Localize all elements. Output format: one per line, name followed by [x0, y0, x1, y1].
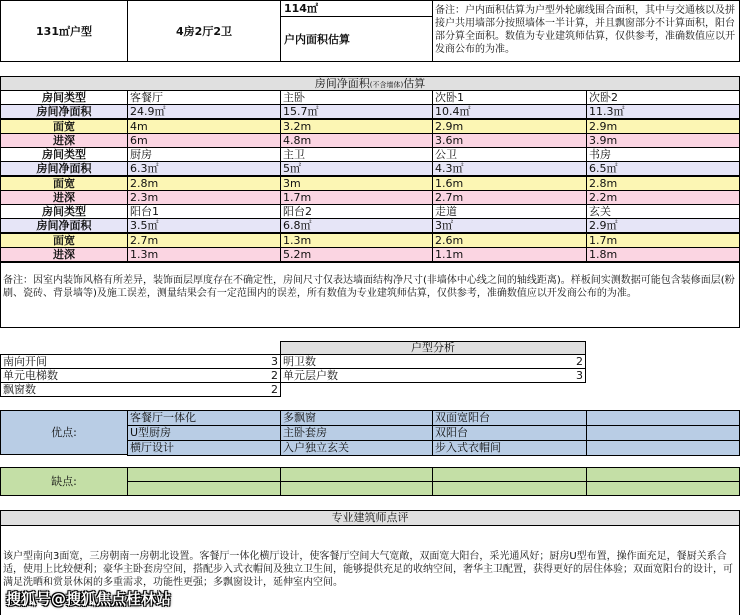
room-value: 阳台2 [283, 205, 312, 218]
analysis-title: 户型分析 [411, 341, 455, 354]
room-value: 3.6m [435, 133, 464, 147]
room-value: 厨房 [130, 148, 152, 161]
pros-cell [586, 410, 740, 426]
layout-area: 131㎡户型 [36, 25, 92, 38]
area-note: 备注：户内面积估算为户型外轮廓线围合面积，其中与交通核以及拼接户共用墙部分按照墙体一半计算，并且飘窗部分不计算面积，阳台部分算全面积。数值为专业建筑师估算，仅供参考，准确数值应以开发商公布的为准。 [435, 5, 735, 55]
analysis-label: 单元电梯数 [3, 369, 58, 382]
room-value: 1.1m [435, 247, 464, 261]
room-value: 2.9m [435, 119, 464, 133]
pros-label: 优点: [51, 426, 77, 439]
room-value-cell [432, 218, 587, 233]
room-value: 2.9㎡ [589, 219, 618, 233]
room-row-label: 进深 [53, 133, 75, 147]
room-row-label: 面宽 [53, 119, 75, 133]
pros-item: 主卧套房 [283, 426, 327, 439]
room-value: 2.8m [589, 176, 618, 190]
analysis-value: 2 [576, 355, 583, 368]
room-value: 15.7㎡ [283, 105, 319, 119]
room-value: 3.9m [589, 133, 618, 147]
cons-cell [586, 467, 740, 482]
cons-cell [127, 481, 281, 496]
room-row-label: 房间类型 [42, 205, 86, 218]
room-value: 4m [130, 119, 148, 133]
room-value: 2.7m [130, 233, 159, 247]
room-value: 4.8m [283, 133, 312, 147]
area-value: 114㎡ [284, 2, 318, 15]
room-value: 3.5㎡ [130, 219, 159, 233]
pros-item: 步入式衣帽间 [435, 441, 501, 454]
analysis-label: 明卫数 [283, 355, 316, 368]
room-value: 2.2m [589, 190, 618, 204]
analysis-label: 飘窗数 [3, 383, 36, 396]
room-value: 2.7m [435, 190, 464, 204]
room-value: 阳台1 [130, 205, 159, 218]
room-value: 次卧2 [589, 91, 618, 104]
rooms-title-small: (不含墙体) [369, 81, 404, 89]
pros-item: U型厨房 [130, 426, 172, 439]
cons-cell [432, 467, 587, 482]
room-value-cell [127, 119, 281, 134]
room-value: 玄关 [589, 205, 611, 218]
cons-cell [127, 467, 281, 482]
pros-cell [586, 425, 740, 441]
cons-cell [432, 481, 587, 496]
room-row-label: 房间类型 [42, 91, 86, 104]
room-value-cell [280, 176, 433, 191]
room-value: 24.9㎡ [130, 105, 166, 119]
room-value: 1.6m [435, 176, 464, 190]
cons-cell [280, 481, 433, 496]
cons-cell [280, 467, 433, 482]
room-value: 次卧1 [435, 91, 464, 104]
room-value-cell [280, 161, 433, 176]
room-row-label: 房间净面积 [36, 219, 92, 233]
watermark: 搜狐号@搜狐焦点桂林站 [6, 590, 172, 608]
room-value: 2.3m [130, 190, 159, 204]
room-value: 5.2m [283, 247, 312, 261]
room-value: 4.3㎡ [435, 162, 464, 176]
pros-item: 客餐厅一体化 [130, 411, 196, 424]
room-value: 2.9m [589, 119, 618, 133]
layout-type: 4房2厅2卫 [176, 25, 232, 38]
pros-cell [586, 440, 740, 456]
room-value: 2.8m [130, 176, 159, 190]
rooms-title-main: 房间净面积 [314, 77, 370, 90]
room-value-cell [127, 133, 281, 148]
room-value: 客餐厅 [130, 91, 163, 104]
room-value: 6m [130, 133, 148, 147]
analysis-value: 3 [271, 355, 278, 368]
room-value: 3m [283, 176, 301, 190]
room-value: 2.6m [435, 233, 464, 247]
room-value: 1.7m [283, 190, 312, 204]
room-value: 主卫 [283, 148, 305, 161]
pros-item: 入户独立玄关 [283, 441, 349, 454]
rooms-note: 备注：因室内装饰风格有所差异，装饰面层厚度存在不确定性，房间尺寸仅表达墙面结构净尺寸(非墙体中心线之间的轴线距离)。样板间实测数据可能包含装修面层(粉刷、瓷砖、背景墙等)及施工误差，测量结果会有一定范围内的误差，所有数值为专业建筑师估算，仅供参考，准确数值应以开发商公布的为准。 [3, 275, 735, 299]
room-value: 1.3m [130, 247, 159, 261]
review-text: 该户型南向3面宽，三房朝南一房朝北设置。客餐厅一体化横厅设计，使客餐厅空间大气宽敞，双面宽大阳台，采光通风好；厨房U型布置，操作面充足，餐厨关系合适，使用上比较便利；豪华主卧套房空间，搭配步入式衣帽间及独立卫生间，能够提供充足的收纳空间，奢华主卫配置，获得更好的居住体验；双面宽阳台的设计，可满足洗晒和赏景休闲的多重需求，功能性更强；多飘窗设计，延伸室内空间。 [3, 551, 733, 588]
rooms-title-suffix: 估算 [403, 77, 426, 90]
room-value: 书房 [589, 148, 611, 161]
room-value: 6.8㎡ [283, 219, 312, 233]
room-row-label: 房间净面积 [36, 162, 92, 176]
room-value: 1.7m [589, 233, 618, 247]
room-row-label: 面宽 [53, 233, 75, 247]
room-value: 3.2m [283, 119, 312, 133]
room-row-label: 进深 [53, 247, 75, 261]
review-title: 专业建筑师点评 [331, 511, 409, 524]
pros-item: 多飘窗 [283, 411, 316, 424]
room-value: 1.8m [589, 247, 618, 261]
room-value: 1.3m [283, 233, 312, 247]
pros-item: 双面宽阳台 [435, 411, 490, 424]
pros-item: 双阳台 [435, 426, 468, 439]
room-row-label: 房间类型 [42, 148, 86, 161]
analysis-value: 2 [271, 369, 278, 382]
room-row-label: 面宽 [53, 176, 75, 190]
room-value: 6.5㎡ [589, 162, 618, 176]
room-value: 主卧 [283, 91, 305, 104]
room-value: 3㎡ [435, 219, 453, 233]
room-row-label: 进深 [53, 190, 75, 204]
cons-cell [586, 481, 740, 496]
area-label: 户内面积估算 [284, 33, 350, 46]
room-value: 10.4㎡ [435, 105, 471, 119]
pros-item: 横厅设计 [130, 441, 174, 454]
room-row-label: 房间净面积 [36, 105, 92, 119]
analysis-value: 2 [271, 383, 278, 396]
analysis-label: 南向开间 [3, 355, 47, 368]
room-value: 5㎡ [283, 162, 301, 176]
analysis-label: 单元层户数 [283, 369, 338, 382]
analysis-value: 3 [576, 369, 583, 382]
cons-label: 缺点: [51, 475, 77, 488]
room-value: 11.3㎡ [589, 105, 625, 119]
room-value: 走道 [435, 205, 457, 218]
room-value: 公卫 [435, 148, 457, 161]
room-value: 6.3㎡ [130, 162, 159, 176]
